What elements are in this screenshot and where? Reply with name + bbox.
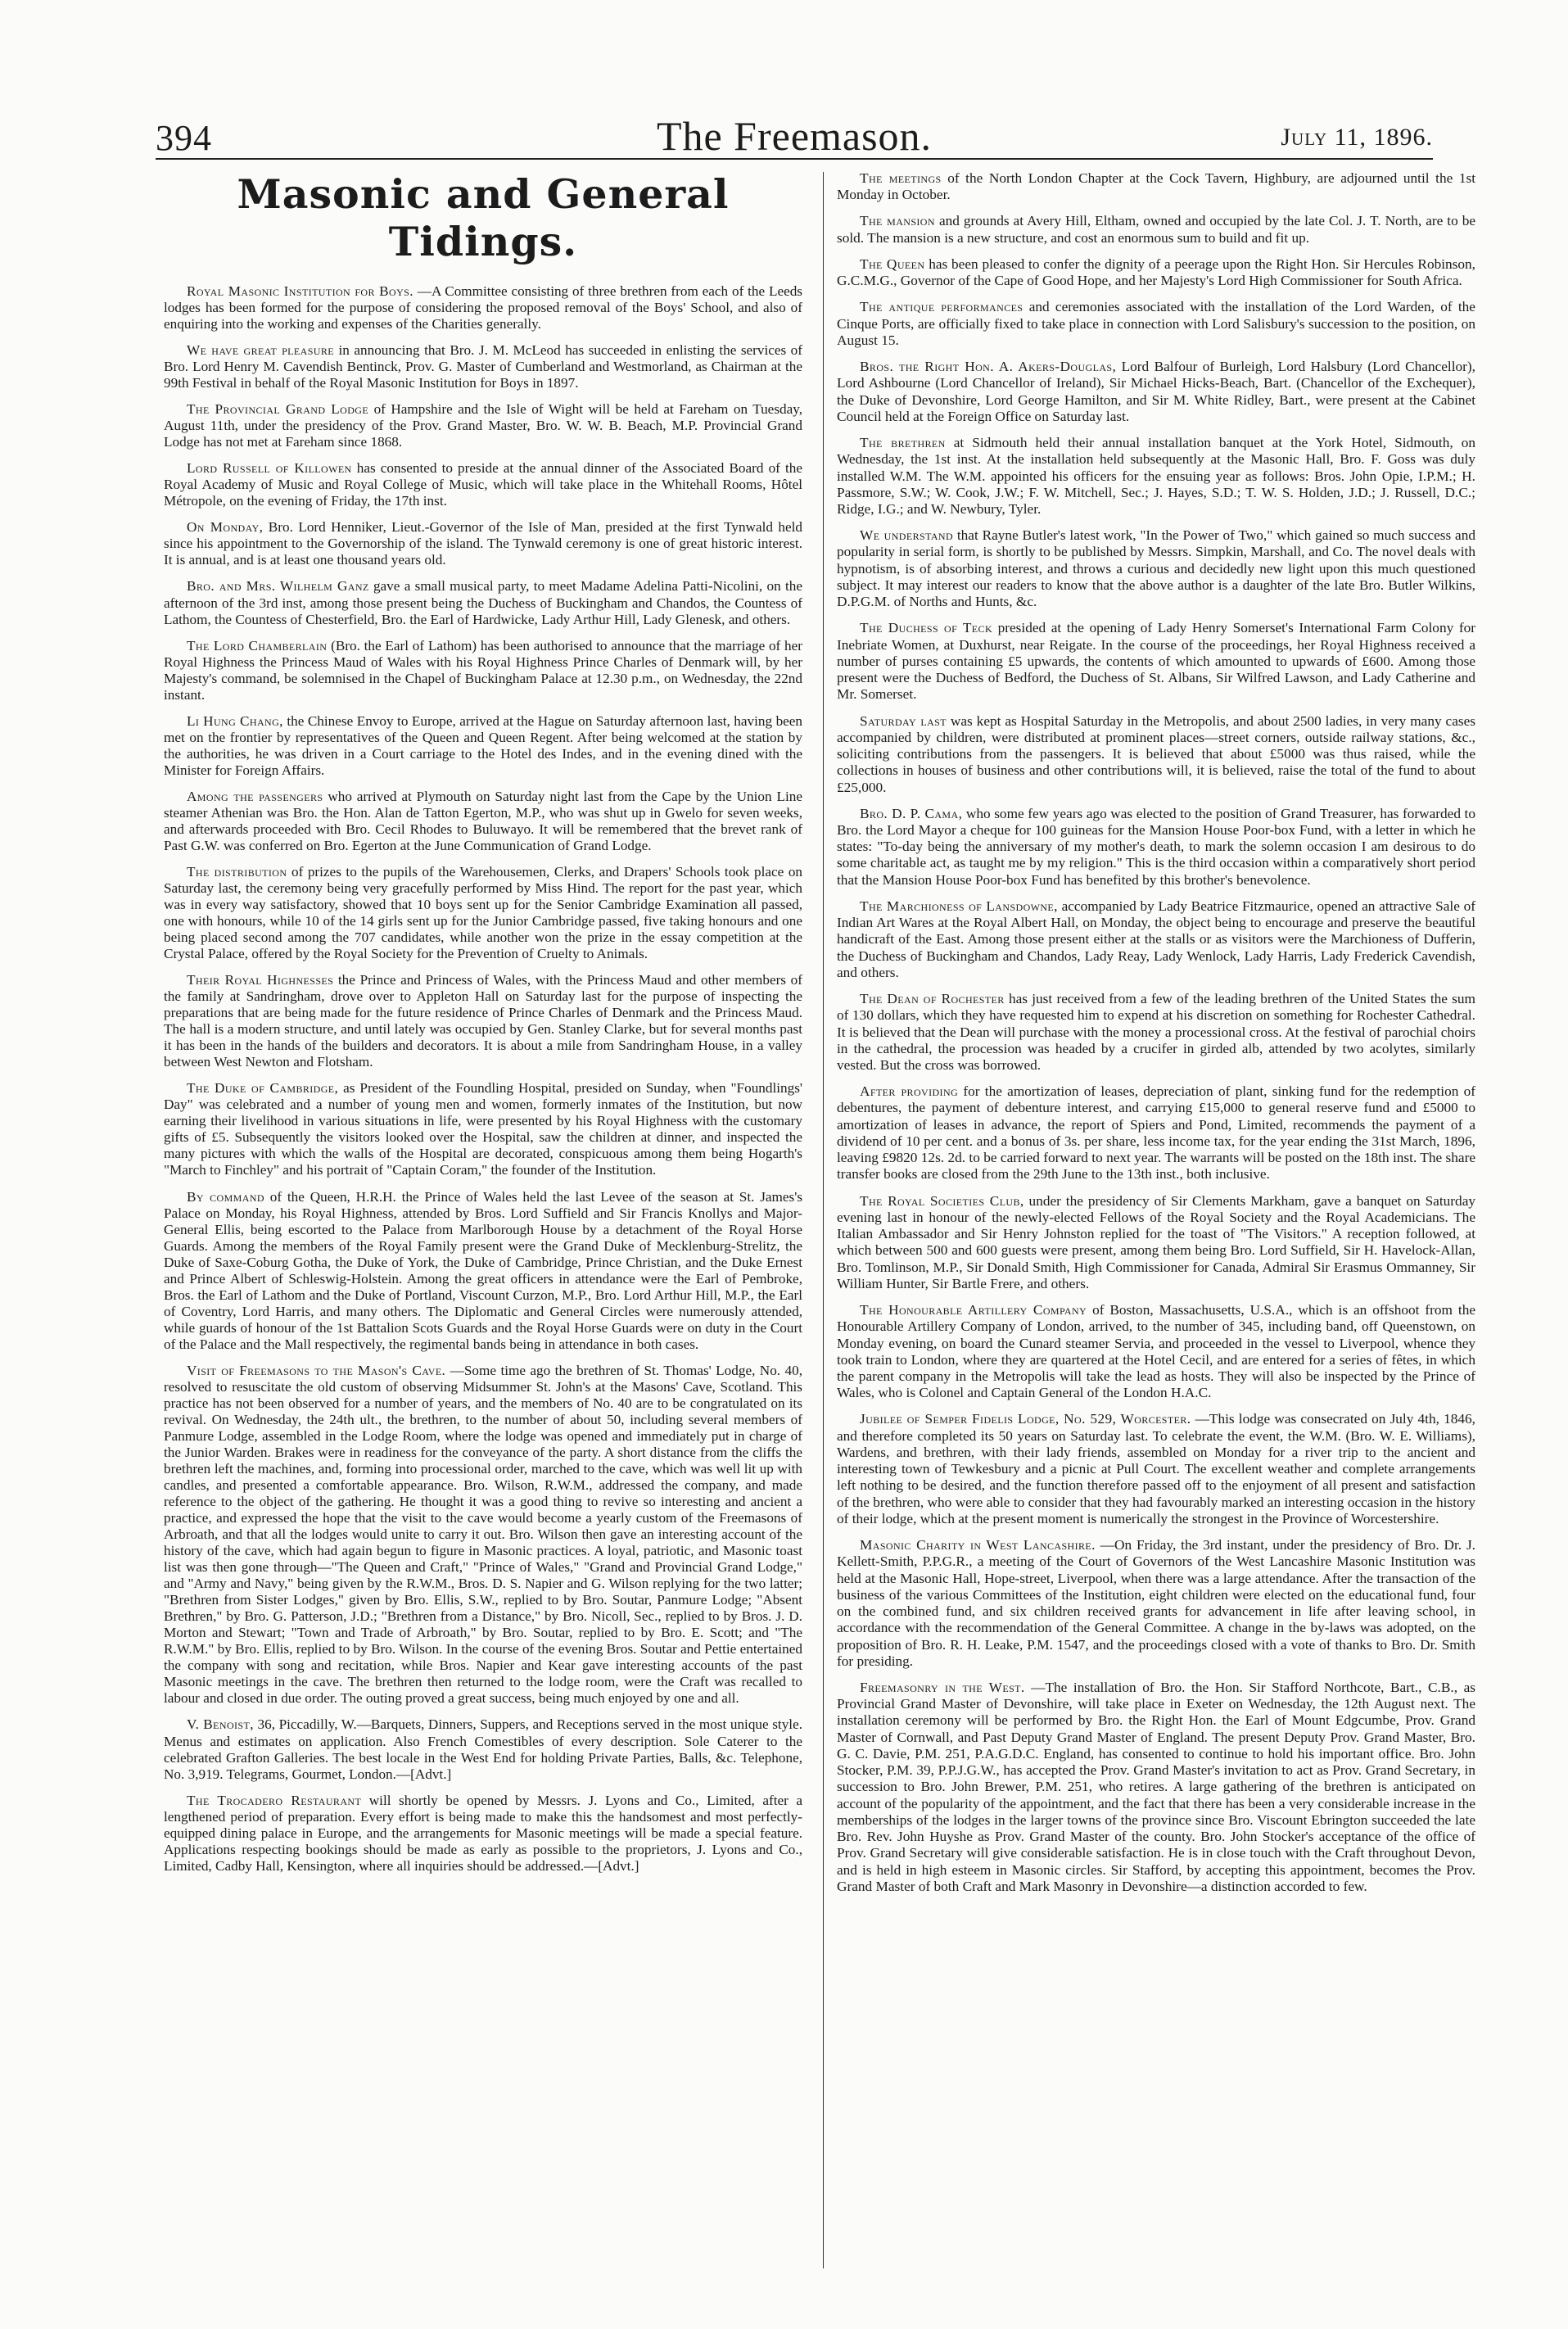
item-text: Lord Balfour of Burleigh, Lord Halsbury (Lord Chancellor), Lord Ashbourne (Lord Chancellor of Ireland), Sir Michael Hicks-Beach, Bart. (Chancellor of the Exchequer), the Duke of Devonshire, Lord George Hamilton, and Sir M. White Ridley, Bart., were present at the Cabinet Council held at the Foreign Office on Saturday last.	[837, 359, 1476, 424]
news-item	[837, 1083, 1475, 1183]
item-text: of Hampshire and the Isle of Wight will be held at Fareham on Tuesday, August 11th, under the presidency of the Prov. Grand Master, Bro. W. W. B. Beach, M.P. Provincial Grand Lodge has not met at Fareham since 1868.	[164, 401, 803, 450]
news-item	[837, 213, 1475, 246]
item-lead: Freemasonry in the West.	[860, 1679, 1025, 1695]
item-text: at Sidmouth held their annual installation banquet at the York Hotel, Sidmouth, on Wednesday, the 1st inst. At the installation held subsequently at the Masonic Hall, Bro. F. Goss was duly installed W.M. The W.M. appointed his officers for the ensuing year as follows: Bros. John Opie, I.P.M.; H. Passmore, S.W.; W. Cook, J.W.; F. W. Mitchell, Sec.; J. Hayes, S.D.; T. W. S. Holden, J.D.; J. Russell, D.C.; Ridge, I.G.; and W. Newbury, Tyler.	[837, 435, 1475, 517]
news-item	[837, 713, 1475, 796]
left-column	[164, 170, 802, 1884]
news-item	[837, 620, 1475, 703]
item-text: in announcing that Bro. J. M. McLeod has succeeded in enlisting the services of Bro. Lord Henry M. Cavendish Bentinck, Prov. G. Master of Cumberland and Westmorland, as Chairman at the 99th Festival in behalf of the Royal Masonic Institution for Boys in 1897.	[164, 342, 802, 391]
item-lead: Their Royal Highnesses	[187, 972, 334, 988]
right-column	[837, 170, 1475, 1905]
item-text: —On Friday, the 3rd instant, under the presidency of Bro. Dr. J. Kellett-Smith, P.P.G.R., a meeting of the Court of Governors of the West Lancashire Masonic Institution was held at the Masonic Hall, Hope-street, Liverpool, when there was a large attendance. After the transaction of the business of the various Committees of the Institution, eight children were elected on the educational fund, four on the combined fund, and six children received grants for advancement in life after leaving school, in accordance with the recommendation of the General Committee. A change in the by-laws was adopted, on the proposition of Bro. R. H. Leake, P.M. 1547, and the proceedings closed with a vote of thanks to Bro. Dr. Smith for presiding.	[837, 1537, 1475, 1669]
news-item	[837, 170, 1475, 203]
publication-title: The Freemason.	[656, 113, 933, 159]
item-lead: The Honourable Artillery Company	[860, 1302, 1087, 1318]
item-lead: We have great pleasure	[187, 342, 334, 359]
column-rule	[823, 172, 824, 2268]
item-lead: We understand	[860, 527, 954, 544]
news-item	[837, 359, 1475, 425]
item-text: has consented to preside at the annual dinner of the Associated Board of the Royal Academy of Music and Royal College of Music, which will take place in the Whitehall Rooms, Hôtel Métropole, on the evening of Friday, the 17th inst.	[164, 460, 802, 509]
news-item	[164, 342, 802, 391]
masthead	[156, 109, 1433, 160]
item-text: the Prince and Princess of Wales, with the Princess Maud and other members of the family at Sandringham, drove over to Appleton Hall on Saturday last for the purpose of inspecting the preparations that are being made for the future residence of Prince Charles of Denmark and the Princess Maud. The hall is a modern structure, and until lately was occupied by Gen. Stanley Clarke, but for several months past it has been in the hands of the builders and decorators. It is about a mile from Sandringham House, in a valley between West Newton and Flotsham.	[164, 972, 802, 1070]
item-lead: Bro. D. P. Cama,	[860, 805, 963, 821]
news-item	[837, 527, 1475, 610]
item-lead: The brethren	[860, 435, 946, 451]
item-lead: The antique performances	[860, 299, 1023, 315]
item-lead: The mansion	[860, 213, 935, 229]
news-item	[164, 1189, 802, 1353]
item-lead: V. Benoist,	[187, 1716, 254, 1733]
item-lead: Jubilee of Semper Fidelis Lodge, No. 529, Worcester.	[860, 1411, 1191, 1427]
item-text: of the Queen, H.R.H. the Prince of Wales held the last Levee of the season at St. James's Palace on Monday, his Royal Highness, attended by Bros. Lord Suffield and Sir Francis Knollys and Major-General Ellis, being escorted to the Palace from Marlborough House by a detachment of the Royal Horse Guards. Among the members of the Royal Family present were the Grand Duke of Mecklenburg-Strelitz, the Duke of Saxe-Coburg Gotha, the Duke of York, the Duke of Cambridge, Prince Christian, and the Duke Ernest and Prince Albert of Schleswig-Holstein. Among the great officers in attendance were the Earl of Pembroke, Bros. the Earl of Lathom and the Duke of Portland, Viscount Curzon, M.P., Bro. Lord Arthur Hill, M.P., the Earl of Coventry, Lord Harris, and many others. The Diplomatic and General Circles were numerously attended, while guards of honour of the 1st Battalion Scots Guards and the Royal Horse Guards were on duty in the Court of the Palace and the Mall respectively, the regimental bands being in attendance in both cases.	[164, 1188, 803, 1352]
news-item	[164, 1363, 802, 1707]
news-item	[837, 1302, 1475, 1401]
news-item	[164, 864, 802, 962]
item-lead: Among the passengers	[187, 788, 323, 804]
item-lead: Bro. and Mrs. Wilhelm Ganz	[187, 578, 369, 595]
news-item	[164, 1080, 802, 1178]
item-lead: Saturday last	[860, 712, 947, 729]
item-text: that Rayne Butler's latest work, "In the Power of Two," which gained so much success and popularity in serial form, is shortly to be published by Messrs. Simpkin, Marshall, and Co. The novel deals with hypnotism, is of absorbing interest, and throws a curious and decidedly new light upon this much questioned subject. It may interest our readers to know that the above author is a daughter of the late Bro. Butler Wilkins, D.P.G.M. of Norths and Hunts, &c.	[837, 527, 1475, 610]
item-text: and grounds at Avery Hill, Eltham, owned and occupied by the late Col. J. T. North, are to be sold. The mansion is a new structure, and cost an enormous sum to build and fit up.	[837, 213, 1476, 246]
page-number: 394	[156, 118, 212, 158]
item-lead: After providing	[860, 1083, 959, 1100]
item-text: —This lodge was consecrated on July 4th, 1846, and therefore completed its 50 years on Saturday last. To celebrate the event, the W.M. (Bro. W. E. Williams), Wardens, and brethren, with their lady friends, assembled on Monday for a river trip to the ancient and interesting town of Tewkesbury and a picnic at Pull Court. The excellent weather and complete arrangements left nothing to be desired, and the function therefore passed off to the enjoyment of all present and satisfaction of the brethren, who were able to consider that they had favourably marked an interesting occasion in the history of their lodge, which at the present moment is numerically the strongest in the Province of Worcestershire.	[837, 1411, 1475, 1526]
news-item	[164, 460, 802, 509]
item-lead: Lord Russell of Killowen	[187, 460, 352, 477]
news-item	[837, 1680, 1475, 1895]
item-text: will shortly be opened by Messrs. J. Lyons and Co., Limited, after a lengthened period of preparation. Every effort is being made to make this the handsomest and most perfectly-equipped dining palace in Europe, and the arrangements for Masonic meetings will be made a special feature. Applications respecting bookings should be made as early as possible to the proprietors, J. Lyons and Co., Limited, Cadby Hall, Kensington, where all inquiries should be addressed.—[Advt.]	[164, 1792, 803, 1874]
news-item	[837, 1537, 1475, 1670]
news-item	[164, 578, 802, 627]
section-headline: Masonic and General Tidings.	[237, 170, 730, 265]
news-item	[837, 256, 1475, 289]
news-item	[837, 898, 1475, 981]
item-lead: Visit of Freemasons to the Mason's Cave.	[187, 1362, 446, 1378]
news-item	[837, 299, 1475, 349]
item-text: under the presidency of Sir Clements Markham, gave a banquet on Saturday evening last in honour of the newly-elected Fellows of the Royal Society and the Royal Academicians. The Italian Ambassador and Sir Henry Johnston replied for the toast of "The Visitors." A reception followed, at which between 500 and 600 guests were present, among them being Bro. Lord Suffield, Sir H. Havelock-Allan, Bro. Tomlinson, M.P., Sir Donald Smith, High Commissioner for Canada, Admiral Sir Erasmus Ommanney, Sir William Hunter, Sir Bartle Frere, and others.	[837, 1192, 1476, 1291]
item-lead: Masonic Charity in West Lancashire.	[860, 1537, 1096, 1553]
news-item	[164, 1793, 802, 1875]
item-text: was kept as Hospital Saturday in the Metropolis, and about 2500 ladies, in very many cases accompanied by children, were distributed at prominent places—street corners, outside railway stations, &c., soliciting contributions from the passengers. It is believed that about £5000 was thus raised, while the collections in houses of business and other contributions will, it is believed, raise the total of the fund to about £25,000.	[837, 712, 1475, 795]
item-text: has just received from a few of the leading brethren of the United States the sum of 130 dollars, which they have requested him to expend at his discretion on something for Rochester Cathedral. It is believed that the Dean will purchase with the money a processional cross. At the festival of parochial choirs in the cathedral, the procession was headed by a crucifer in girded alb, attended by two acolytes, similarly vested. But the cross was borrowed.	[837, 991, 1475, 1074]
news-item	[164, 283, 802, 332]
news-item	[837, 1411, 1475, 1527]
item-lead: The distribution	[187, 863, 287, 880]
item-text: of Boston, Massachusetts, U.S.A., which is an offshoot from the Honourable Artillery Company of London, arrived, to the number of 345, including band, off Queenstown, on Monday evening, on board the Cunard steamer Servia, and proceeded in the vessel to Liverpool, whence they took train to London, where they are quartered at the Hotel Cecil, and are entered for a series of fêtes, in which the parent company in the Metropolis will take the lead as hosts. They will also be inspected by the Prince of Wales, who is Colonel and Captain General of the London H.A.C.	[837, 1302, 1476, 1401]
item-lead: The Marchioness of Lansdowne,	[860, 898, 1058, 914]
item-text: and ceremonies associated with the installation of the Lord Warden, of the Cinque Ports, are officially fixed to take place in connection with Lord Salisbury's succession to the position, on August 15.	[837, 299, 1475, 348]
item-text: the Chinese Envoy to Europe, arrived at the Hague on Saturday afternoon last, having been met on the frontier by representatives of the Queen and Queen Regent. After being welcomed at the station by the authorities, he was driven in a Court carriage to the Hotel des Indes, and in the evening dined with the Minister for Foreign Affairs.	[164, 712, 803, 778]
item-text: gave a small musical party, to meet Madame Adelina Patti-Nicolini, on the afternoon of the 3rd inst, among those present being the Duchess of Buckingham and Chandos, the Countess of Lathom, the Countess of Chesterfield, Bro. the Earl of Hardwicke, Lady Arthur Hill, Lady Glenesk, and others.	[164, 578, 802, 627]
item-lead: Royal Masonic Institution for Boys.	[187, 283, 413, 299]
news-item	[164, 1716, 802, 1782]
item-lead: The Provincial Grand Lodge	[187, 401, 369, 418]
item-lead: The Duke of Cambridge,	[187, 1080, 339, 1097]
item-text: accompanied by Lady Beatrice Fitzmaurice, opened an attractive Sale of Indian Art Wares at the Royal Albert Hall, on Monday, the object being to encourage and preserve the beautiful handicraft of the East. Among those present either at the stalls or as visitors were the Marchioness of Dufferin, the Duchess of Buckingham and Chandos, Lady Reay, Lady Wenlock, Lady Harris, Lady Frederick Cavendish, and others.	[837, 898, 1475, 980]
item-text: of the North London Chapter at the Cock Tavern, Highbury, are adjourned until the 1st Monday in October.	[837, 170, 1476, 203]
item-text: (Bro. the Earl of Lathom) has been authorised to announce that the marriage of her Royal Highness the Princess Maud of Wales with his Royal Highness Prince Charles of Denmark will, by her Majesty's command, be solemnised in the Chapel of Buckingham Palace at 12.30 p.m., on Wednesday, the 22nd instant.	[164, 637, 802, 703]
item-lead: The Queen	[860, 256, 925, 272]
item-text: Bro. Lord Henniker, Lieut.-Governor of the Isle of Man, presided at the first Tynwald held since his appointment to the Governorship of the island. The Tynwald ceremony is one of great historic interest. It is annual, and is at least one thousand years old.	[164, 519, 802, 568]
news-item	[164, 401, 802, 450]
item-text: of prizes to the pupils of the Warehousemen, Clerks, and Drapers' Schools took place on Saturday last, the ceremony being very gracefully performed by Miss Hind. The report for the past year, which was in every way satisfactory, showed that 10 boys sent up for the Senior Cambridge Examination all passed, one with honours, while 10 of the 14 girls sent up for the Junior Cambridge passed, five taking honours and one being placed second among the 707 candidates, while another won the prize in the essay competition at the Crystal Palace, offered by the Royal Society for the Prevention of Cruelty to Animals.	[164, 863, 803, 962]
item-lead: The Duchess of Teck	[860, 620, 993, 636]
item-text: as President of the Foundling Hospital, presided on Sunday, when "Foundlings' Day" was celebrated and a number of young men and women, formerly inmates of the Institution, but now earning their livelihood in various situations in life, were presented by his Royal Highness with the customary gifts of £5. Subsequently the visitors looked over the Hospital, saw the children at dinner, and inspected the many pictures with which the walls of the Hospital are decorated, conspicuous among them being Hogarth's "March to Finchley" and his portrait of "Captain Coram," the founder of the Institution.	[164, 1080, 802, 1178]
issue-date: July 11, 1896.	[1281, 124, 1433, 151]
item-text: —Some time ago the brethren of St. Thomas' Lodge, No. 40, resolved to resuscitate the old custom of observing Midsummer St. John's at the Masons' Cave, Scotland. This practice has not been observed for a number of years, and the members of No. 40 are to be congratulated on its revival. On Wednesday, the 24th ult., the brethren, to the number of about 50, including several members of Panmure Lodge, assembled in the Lodge Room, where the lodge was opened and immediately put in charge of the Junior Warden. Brakes were in readiness for the conveyance of the party. A short distance from the cliffs the brethren left the machines, and, forming into processional order, marched to the cave, which was well lit up with candles, and presented a comfortable appearance. Bro. Wilson, R.W.M., addressed the company, and made reference to the object of the gathering. He thought it was a good thing to revive so interesting and ancient a practice, and expressed the hope that the visit to the cave would become a yearly custom of the Freemasons of Arbroath, and that all the lodges would unite to carry it out. Bro. Wilson then gave an interesting account of the history of the cave, which had again begun to figure in Masonic practices. A loyal, patriotic, and Masonic toast list was then gone through—"The Queen and Craft," "Prince of Wales," "Grand and Provincial Grand Lodge," and "Army and Navy," being given by the R.W.M., Bros. D. S. Napier and G. Wilson replying for the two latter; "Brethren from Sister Lodges," given by Bro. Ellis, S.W., replied to by Bro. Soutar, Panmure Lodge; "Absent Brethren," by Bro. G. Patterson, J.D.; "Brethren from a Distance," by Bro. Nicoll, Sec., replied to by Bros. J. D. Morton and Stewart; "Town and Trade of Arbroath," by Bro. Soutar, replied to by Bro. E. Scott; and "The R.W.M." by Bro. Ellis, replied to by Bro. Wilson. In the course of the evening Bros. Soutar and Pettie entertained the company with song and recitation, while Bros. Napier and Kear gave interesting accounts of the past Masonic meetings in the cave. The brethren then returned to the lodge room, were the Craft was recalled to labour and closed in due order. The outing proved a great success, being much enjoyed by one and all.	[164, 1362, 803, 1707]
item-text: —The installation of Bro. the Hon. Sir Stafford Northcote, Bart., C.B., as Provincial Grand Master of Devonshire, will take place in Exeter on Wednesday, the 12th August next. The installation ceremony will be performed by Bro. the Right Hon. the Earl of Mount Edgcumbe, Prov. Grand Master of Cornwall, and Past Deputy Grand Master of England. The present Deputy Prov. Grand Master, Bro. G. C. Davie, P.M. 251, P.A.G.D.C. England, has consented to continue to hold his important office. Bro. John Stocker, P.M. 39, P.P.J.G.W., has accepted the Prov. Grand Master's invitation to act as Prov. Grand Secretary, in succession to Bro. John Brewer, P.M. 251, who retires. A large gathering of the brethren is anticipated on account of the popularity of the appointment, and the fact that there has been a very considerable increase in the memberships of the lodges in the larger towns of the province since Bro. Viscount Ebrington succeeded the late Bro. Rev. John Huyshe as Prov. Grand Master of the county. Bro. John Stocker's acceptance of the office of Prov. Grand Secretary will give considerable satisfaction. He is in close touch with the Craft throughout Devon, and is held in high esteem in Masonic circles. Sir Stafford, by accepting this appointment, becomes the Prov. Grand Master of both Craft and Mark Masonry in Devonshire—a distinction accorded to few.	[837, 1679, 1475, 1894]
item-text: who some few years ago was elected to the position of Grand Treasurer, has forwarded to Bro. the Lord Mayor a cheque for 100 guineas for the Mansion House Poor-box Fund, with a letter in which he states: "To-day being the anniversary of my mother's death, to mark the solemn occasion I am desirous to do some charitable act, as taught me by my religion." This is the third occasion within a comparatively short period that the Mansion House Poor-box Fund has benefited by this brother's benevolence.	[837, 805, 1475, 888]
news-item	[164, 713, 802, 779]
item-lead: Bros. the Right Hon. A. Akers-Douglas,	[860, 359, 1117, 375]
item-text: has been pleased to confer the dignity of a peerage upon the Right Hon. Sir Hercules Robinson, G.C.M.G., Governor of the Cape of Good Hope, and her Majesty's Lord High Commissioner for South Africa.	[837, 256, 1476, 289]
item-text: 36, Piccadilly, W.—Barquets, Dinners, Suppers, and Receptions served in the most unique style. Menus and estimates on application. Also French Comestibles of every description. Sole Caterer to the celebrated Grafton Galleries. The best locale in the West End for holding Private Parties, Balls, &c. Telephone, No. 3,919. Telegrams, Gourmet, London.—[Advt.]	[164, 1716, 802, 1782]
item-lead: The Lord Chamberlain	[187, 637, 328, 653]
item-lead: The Royal Societies Club,	[860, 1192, 1024, 1209]
item-text: for the amortization of leases, depreciation of plant, sinking fund for the redemption of debentures, the payment of debenture interest, and carrying £15,000 to general reserve fund and £5000 to amortization of leases in advance, the report of Spiers and Pond, Limited, recommends the payment of a dividend of 10 per cent. and a bonus of 3s. per share, less income tax, for the year ending the 31st March, 1896, leaving £9820 12s. 2d. to be carried forward to next year. The warrants will be posted on the 18th inst. The share transfer books are closed from the 29th June to the 13th inst., both inclusive.	[837, 1083, 1476, 1183]
item-lead: Li Hung Chang,	[187, 712, 283, 729]
news-item	[164, 972, 802, 1070]
news-item	[164, 519, 802, 568]
item-text: —A Committee consisting of three brethren from each of the Leeds lodges has been formed for the purpose of considering the proposed removal of the Boys' School, and also of enquiring into the working and expenses of the Charities generally.	[164, 283, 802, 332]
item-lead: The Dean of Rochester	[860, 991, 1005, 1007]
item-lead: On Monday,	[187, 519, 264, 536]
news-item	[837, 806, 1475, 889]
news-item	[164, 789, 802, 854]
news-item	[837, 435, 1475, 518]
news-item	[837, 1193, 1475, 1292]
news-item	[837, 991, 1475, 1074]
item-lead: The meetings	[860, 170, 942, 186]
item-lead: By command	[187, 1188, 264, 1205]
item-lead: The Trocadero Restaurant	[187, 1792, 362, 1808]
news-item	[164, 638, 802, 703]
item-text: presided at the opening of Lady Henry Somerset's International Farm Colony for Inebriate Women, at Duxhurst, near Reigate. In the course of the proceedings, her Royal Highness received a number of purses containing £5 upwards, the contents of which amounted to upwards of £600. Among those present were the Duchess of Bedford, the Duchess of St. Albans, Sir Wilfred Lawson, and Lady Catherine and Mr. Somerset.	[837, 620, 1475, 703]
item-text: who arrived at Plymouth on Saturday night last from the Cape by the Union Line steamer Athenian was Bro. the Hon. Alan de Tatton Egerton, M.P., who was shut up in Gwelo for seven weeks, and afterwards proceeded with Bro. Cecil Rhodes to Buluwayo. It will be remembered that the brevet rank of Past G.W. was conferred on Bro. Egerton at the June Communication of Grand Lodge.	[164, 788, 802, 853]
